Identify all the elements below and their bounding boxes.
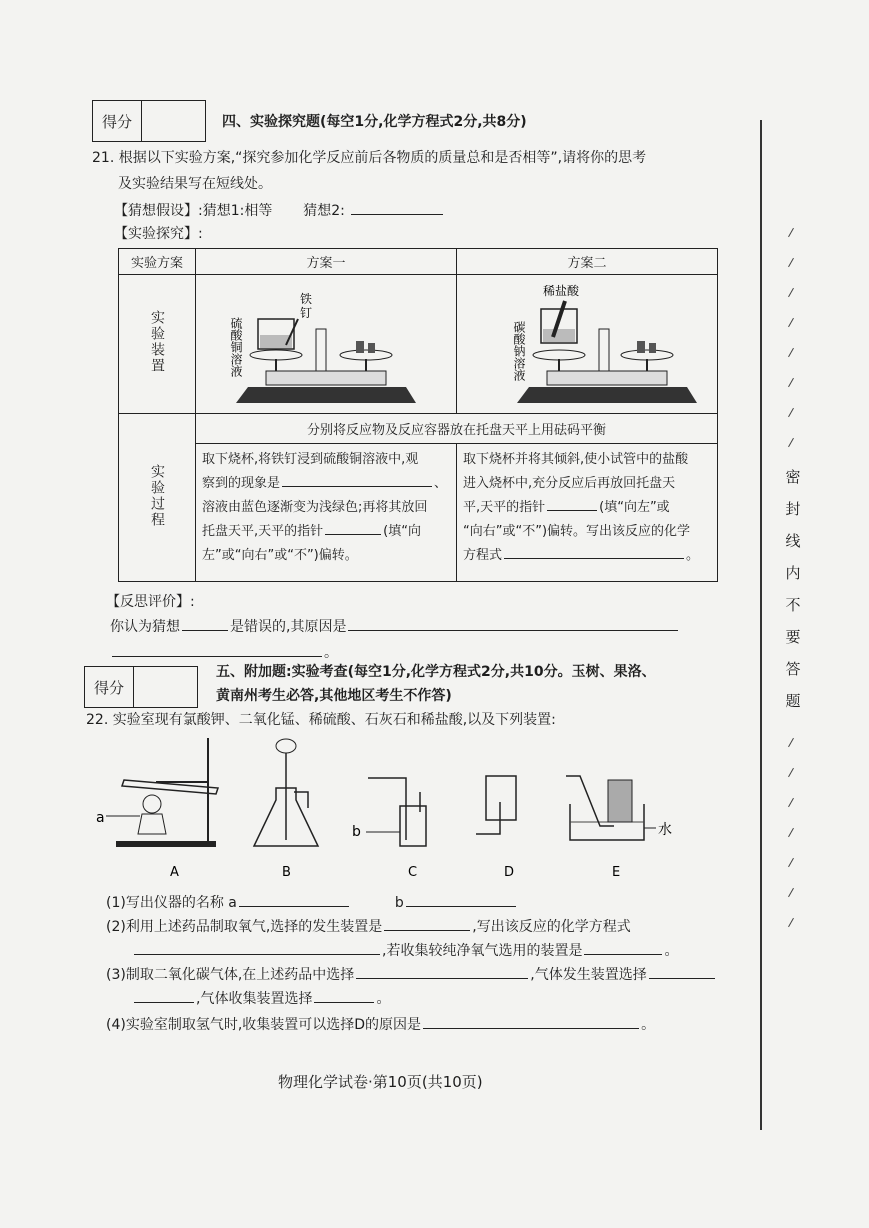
- binding-dash: [788, 438, 794, 447]
- binding-dash: [788, 348, 794, 357]
- reflection-a: 你认为猜想: [110, 619, 180, 635]
- balance-beaker-tube-figure: [457, 275, 715, 409]
- plan2-period: 。: [686, 548, 700, 563]
- plan2-fill-hint: (填“向左”或: [599, 500, 670, 515]
- p3-blank-device-2[interactable]: [134, 988, 194, 1003]
- label-E: E: [612, 865, 621, 880]
- binding-dash: [788, 288, 794, 297]
- p2-c: ,若收集较纯净氧气选用的装置是: [382, 943, 583, 959]
- binding-dash: [788, 858, 794, 867]
- q21-stem-line2: 及实验结果写在短线处。: [118, 176, 272, 192]
- seal-char: 线: [785, 532, 801, 550]
- reflection-label: 【反思评价】:: [106, 594, 195, 610]
- p3-end: 。: [376, 991, 391, 1007]
- binding-dash: [788, 258, 794, 267]
- p2-blank-collect[interactable]: [584, 940, 662, 955]
- binding-line: [760, 120, 762, 1130]
- binding-dash: [788, 918, 794, 927]
- binding-dash: [788, 798, 794, 807]
- binding-dash: [788, 888, 794, 897]
- score-label: 得分: [93, 101, 142, 141]
- plan1-line5: 左”或“向右”或“不”)偏转。: [202, 548, 358, 563]
- plan1-line4: [202, 520, 450, 544]
- svg-text:钉: 钉: [300, 306, 313, 320]
- seal-char: 答: [785, 660, 801, 678]
- row-process-label: [119, 414, 196, 582]
- marker-b: b: [352, 824, 361, 840]
- reflection-line: [110, 616, 680, 637]
- plan2-apparatus: [457, 275, 718, 414]
- section4-title: 四、实验探究题(每空1分,化学方程式2分,共8分): [222, 114, 527, 130]
- plan1-fill-hint: (填“向: [383, 524, 421, 539]
- p3-blank-reagents[interactable]: [356, 964, 528, 979]
- plan2-line1: 取下烧杯并将其倾斜,使小试管中的盐酸: [463, 452, 689, 467]
- p1-blank-b[interactable]: [406, 892, 516, 907]
- p2-a: (2)利用上述药品制取氧气,选择的发生装置是: [106, 919, 383, 935]
- p4-blank-reason[interactable]: [423, 1014, 639, 1029]
- plan1-blank-pointer[interactable]: [325, 520, 381, 535]
- apparatus-figure: [96, 736, 696, 886]
- plan1-pointer: 托盘天平,天平的指针: [202, 524, 324, 539]
- q22-p4: [106, 1014, 655, 1035]
- plan1-line1: 取下烧杯,将铁钉浸到硫酸铜溶液中,观: [202, 452, 419, 467]
- p1-b: b: [394, 895, 404, 911]
- seal-char: 密: [785, 468, 801, 486]
- label-C: C: [408, 865, 418, 880]
- label-B: B: [282, 865, 291, 880]
- shared-step: 分别将反应物及反应容器放在托盘天平上用砝码平衡: [196, 414, 718, 444]
- plan2-blank-equation[interactable]: [504, 544, 684, 559]
- plan1-process: [196, 444, 457, 582]
- row-apparatus-label: [119, 275, 196, 414]
- p4-end: 。: [641, 1017, 656, 1033]
- p1-a: (1)写出仪器的名称 a: [106, 895, 237, 911]
- process-label: 实验过程: [149, 463, 165, 528]
- plan1-apparatus: [196, 275, 457, 414]
- experiment-table: [118, 248, 718, 582]
- plan1-blank-phenomenon[interactable]: [282, 472, 432, 487]
- plan2-process: [457, 444, 718, 582]
- label-D: D: [504, 865, 515, 880]
- q22-p1: [106, 892, 518, 913]
- hypothesis-2-label: 猜想2:: [303, 203, 345, 219]
- seal-char: 要: [785, 628, 801, 646]
- p1-blank-a[interactable]: [239, 892, 349, 907]
- p4-a: (4)实验室制取氢气时,收集装置可以选择D的原因是: [106, 1017, 422, 1033]
- p3-c: ,气体收集装置选择: [196, 991, 313, 1007]
- reflection-end: 。: [324, 645, 338, 661]
- reflection-line2: [110, 642, 338, 663]
- water-label: 水: [658, 822, 672, 838]
- score-box-2: [84, 666, 198, 708]
- q22-p3-line2: [132, 988, 390, 1009]
- binding-dash: [788, 768, 794, 777]
- plan1-line2: [202, 472, 450, 496]
- q22-p2-line2: [132, 940, 678, 961]
- seal-char: 题: [785, 692, 801, 710]
- table-header-plan1: 方案一: [196, 249, 457, 275]
- seal-char: 封: [785, 500, 801, 518]
- hypothesis-2-blank[interactable]: [351, 200, 443, 215]
- reflection-blank-reason[interactable]: [348, 616, 678, 631]
- p2-blank-equation[interactable]: [134, 940, 380, 955]
- balance-beaker-nail-figure: [196, 275, 454, 409]
- section5-title-1: 五、附加题:实验考查(每空1分,化学方程式2分,共10分。玉树、果洛、: [216, 664, 656, 680]
- q22-stem: 22. 实验室现有氯酸钾、二氧化锰、稀硫酸、石灰石和稀盐酸,以及下列装置:: [86, 712, 556, 728]
- svg-text:稀盐酸: 稀盐酸: [543, 284, 580, 298]
- plan2-line3: [463, 496, 711, 520]
- binding-dash: [788, 378, 794, 387]
- p3-b: ,气体发生装置选择: [530, 967, 647, 983]
- plan2-equation-label: 方程式: [463, 548, 503, 563]
- svg-text:铁: 铁: [300, 292, 313, 306]
- score-cell[interactable]: [142, 101, 205, 141]
- binding-dash: [788, 228, 794, 237]
- plan2-line4: “向右”或“不”)偏转。写出该反应的化学: [463, 524, 691, 539]
- binding-dash: [788, 738, 794, 747]
- plan2-line2: 进入烧杯中,充分反应后再放回托盘天: [463, 476, 676, 491]
- plan1-observe: 察到的现象是: [202, 476, 281, 491]
- p3-blank-collect[interactable]: [314, 988, 374, 1003]
- score-cell-2[interactable]: [134, 667, 197, 707]
- svg-text:硫酸铜溶液: 硫酸铜溶液: [229, 317, 243, 377]
- q22-p2-line1: [106, 916, 631, 937]
- binding-dash: [788, 408, 794, 417]
- label-A: A: [170, 865, 179, 880]
- p2-end: 。: [664, 943, 679, 959]
- table-header-plan: 实验方案: [119, 249, 196, 275]
- score-label-2: 得分: [85, 667, 134, 707]
- seal-char: 内: [785, 564, 801, 582]
- binding-dash: [788, 828, 794, 837]
- p3-a: (3)制取二氧化碳气体,在上述药品中选择: [106, 967, 355, 983]
- seal-char: 不: [785, 596, 801, 614]
- reflection-b: 是错误的,其原因是: [230, 619, 347, 635]
- plan2-pointer: 平,天平的指针: [463, 500, 546, 515]
- marker-a: a: [96, 810, 105, 826]
- section5-title-2: 黄南州考生必答,其他地区考生不作答): [216, 688, 452, 704]
- svg-text:碳酸钠溶液: 碳酸钠溶液: [512, 321, 526, 381]
- plan1-line3: 溶液由蓝色逐渐变为浅绿色;再将其放回: [202, 500, 428, 515]
- plan1-comma: 、: [434, 476, 448, 491]
- hypothesis-1: 【猜想假设】:猜想1:相等: [114, 203, 273, 219]
- apparatus-label: 实验装置: [149, 310, 165, 374]
- page-footer: 物理化学试卷·第10页(共10页): [278, 1073, 483, 1091]
- reflection-blank-guess[interactable]: [182, 616, 228, 631]
- score-box: [92, 100, 206, 142]
- p2-b: ,写出该反应的化学方程式: [472, 919, 631, 935]
- explore-label: 【实验探究】:: [114, 226, 203, 242]
- plan2-blank-pointer[interactable]: [547, 496, 597, 511]
- reflection-blank-reason-2[interactable]: [112, 642, 322, 657]
- plan2-line5: [463, 544, 711, 568]
- binding-dash: [788, 318, 794, 327]
- p3-blank-device[interactable]: [649, 964, 715, 979]
- q21-stem-line1: 21. 根据以下实验方案,“探究参加化学反应前后各物质的质量总和是否相等”,请将你的思考: [92, 150, 647, 166]
- hypothesis-line: [114, 200, 445, 221]
- q22-p3-line1: [106, 964, 717, 985]
- p2-blank-device[interactable]: [384, 916, 470, 931]
- table-header-plan2: 方案二: [457, 249, 718, 275]
